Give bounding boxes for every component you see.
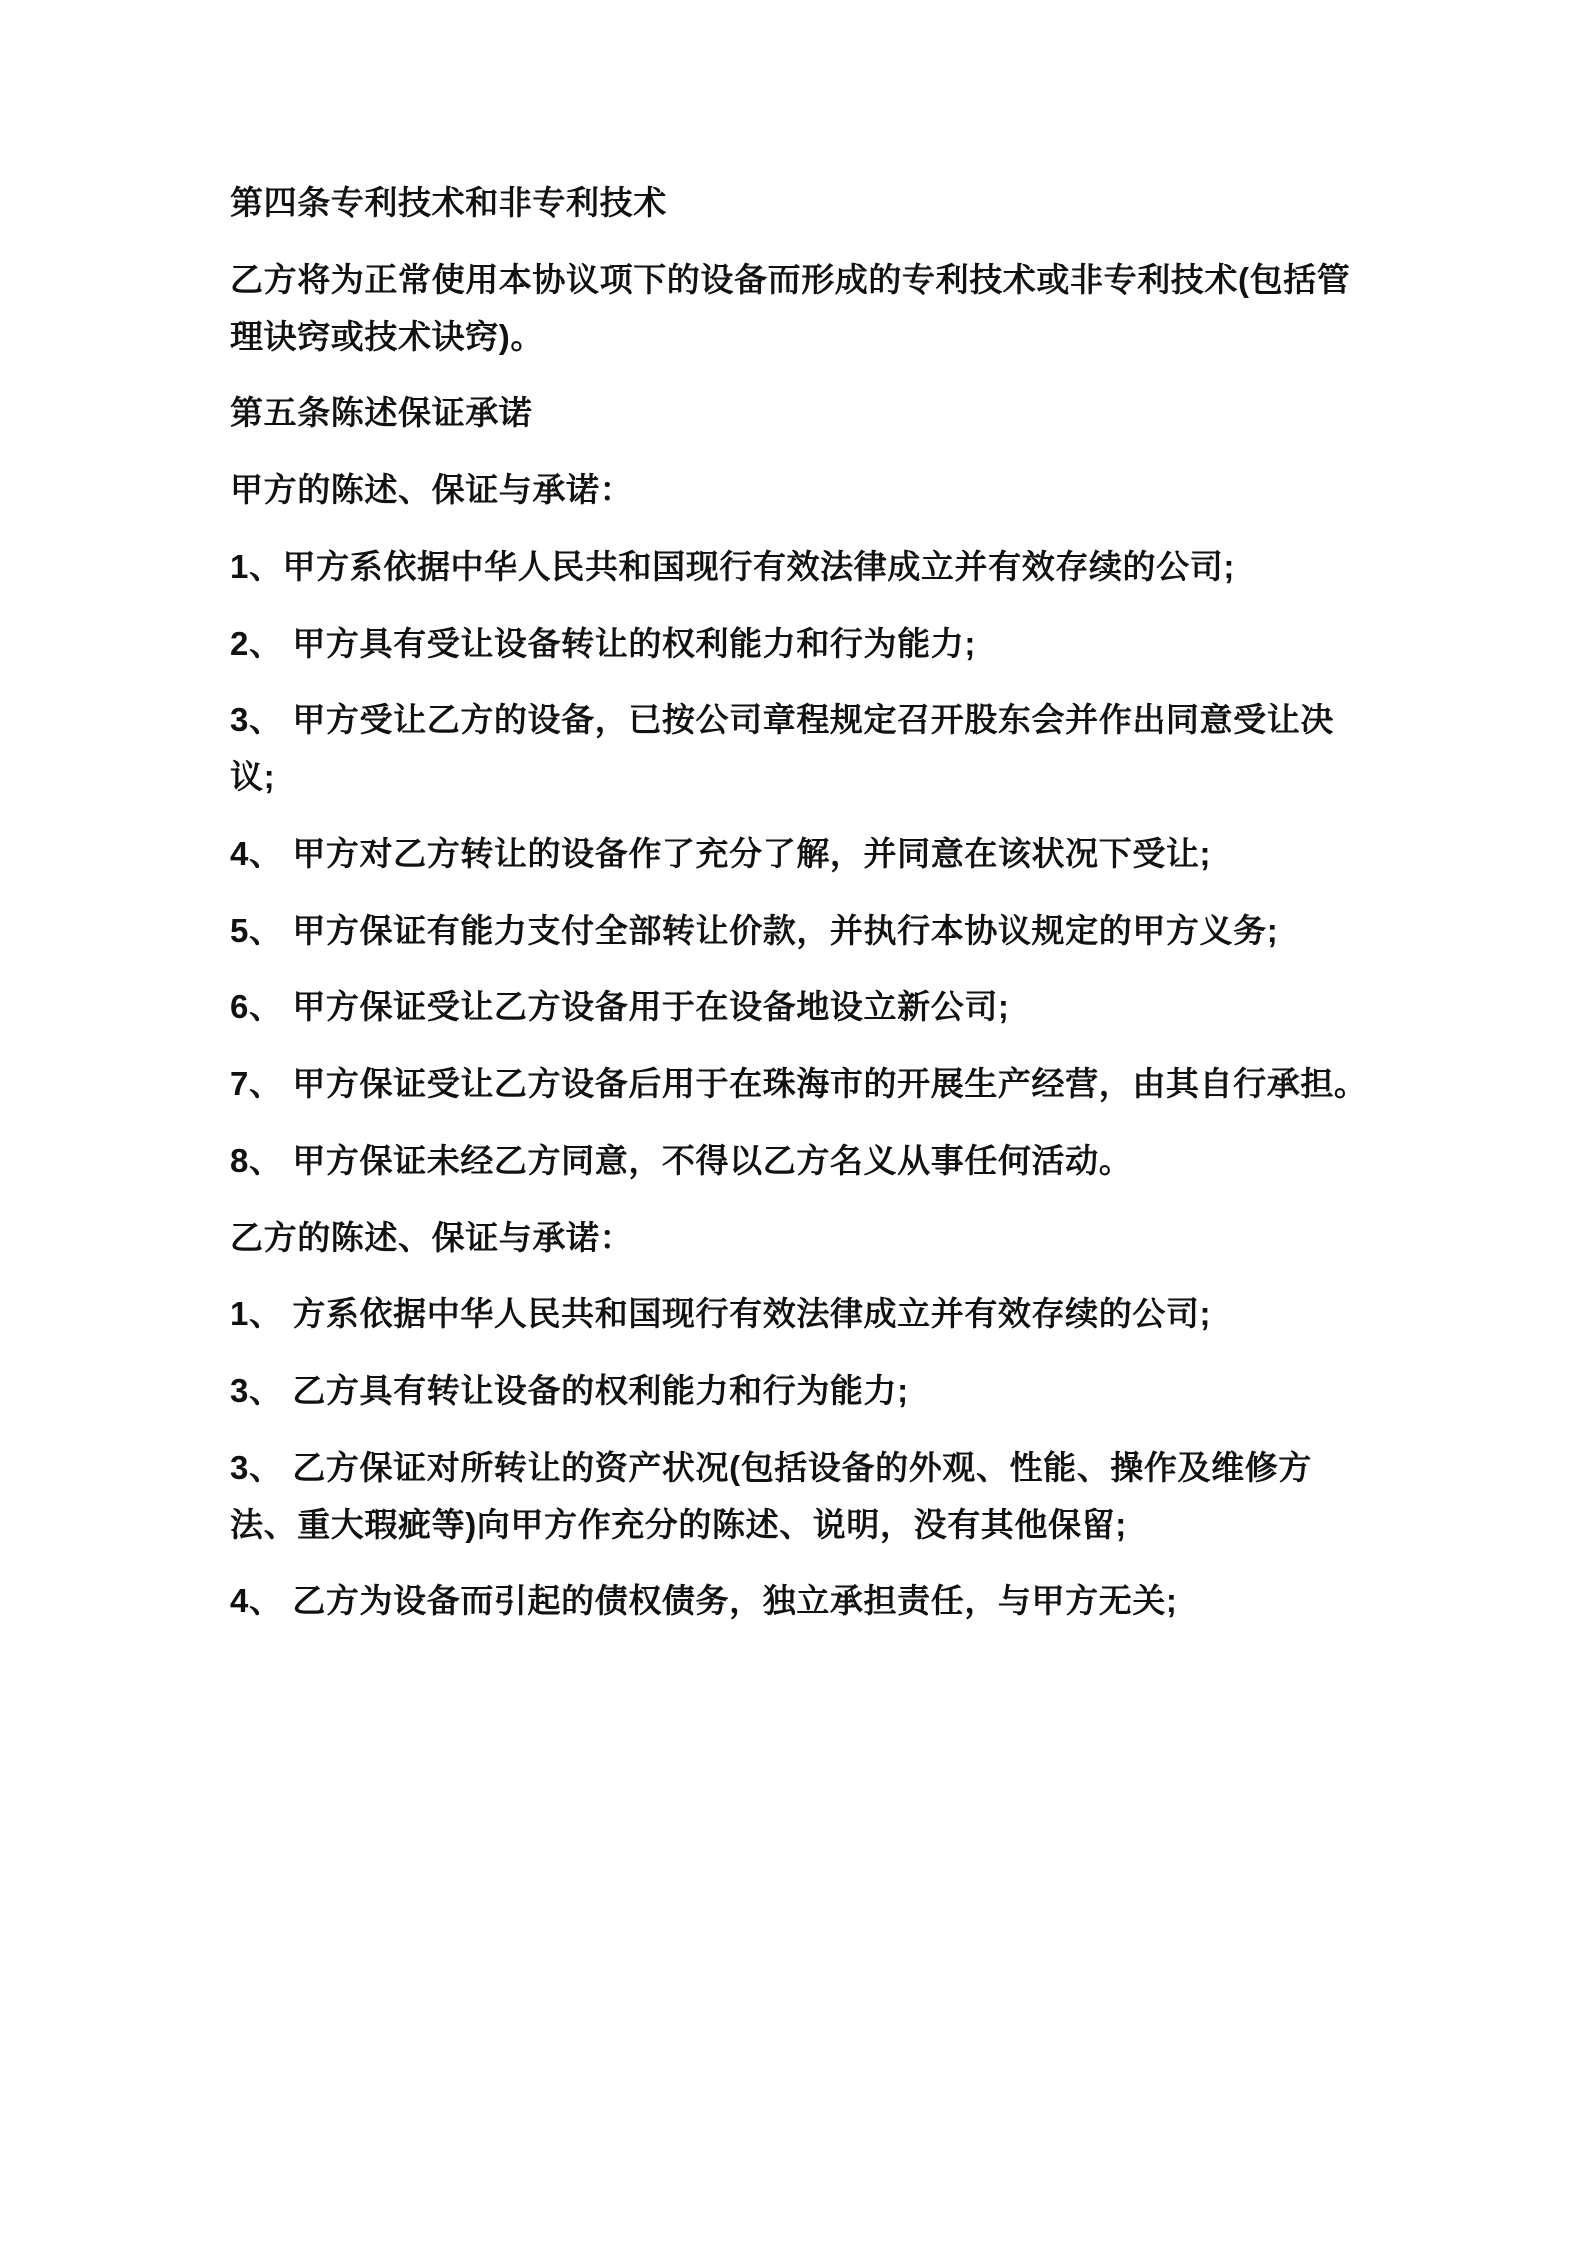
paragraph-section-four-text: 乙方将为正常使用本协议项下的设备而形成的专利技术或非专利技术(包括管理诀窍或技术诀窍)。 — [230, 260, 1351, 355]
paragraph-party-b-heading: 乙方的陈述、保证与承诺： — [230, 1218, 634, 1256]
document-body — [230, 175, 1371, 1630]
paragraph-party-a-item-4: 4、 甲方对乙方转让的设备作了充分了解，并同意在该状况下受让; — [230, 834, 1212, 872]
paragraph-party-a-item-8: 8、 甲方保证未经乙方同意，不得以乙方名义从事任何活动。 — [230, 1141, 1133, 1179]
paragraph-party-a-item-6: 6、 甲方保证受让乙方设备用于在设备地设立新公司; — [230, 988, 1010, 1026]
paragraph-party-a-item-7: 7、 甲方保证受让乙方设备后用于在珠海市的开展生产经营，由其自行承担。 — [230, 1065, 1368, 1102]
paragraph-party-a-item-3: 3、 甲方受让乙方的设备，已按公司章程规定召开股东会并作出同意受让决议; — [230, 701, 1334, 795]
paragraph-party-b-item-4: 4、 乙方为设备而引起的债权债务，独立承担责任，与甲方无关; — [230, 1582, 1178, 1620]
paragraph-party-a-item-2: 2、 甲方具有受让设备转让的权利能力和行为能力; — [230, 624, 976, 662]
paragraph-party-a-item-1: 1、甲方系依据中华人民共和国现行有效法律成立并有效存续的公司; — [230, 547, 1235, 585]
paragraph-party-a-item-5: 5、 甲方保证有能力支付全部转让价款，并执行本协议规定的甲方义务; — [230, 911, 1279, 949]
paragraph-section-four-title: 第四条专利技术和非专利技术 — [230, 184, 667, 221]
paragraph-section-five-title: 第五条陈述保证承诺 — [230, 394, 533, 432]
paragraph-party-b-item-3: 3、 乙方保证对所转让的资产状况(包括设备的外观、性能、操作及维修方法、重大瑕疵等)向甲方作充分的陈述、说明，没有其他保留; — [230, 1448, 1312, 1543]
paragraph-party-a-heading: 甲方的陈述、保证与承诺： — [230, 471, 634, 508]
paragraph-party-b-item-1: 1、 方系依据中华人民共和国现行有效法律成立并有效存续的公司; — [230, 1295, 1212, 1333]
paragraph-party-b-item-2: 3、 乙方具有转让设备的权利能力和行为能力; — [230, 1372, 909, 1409]
